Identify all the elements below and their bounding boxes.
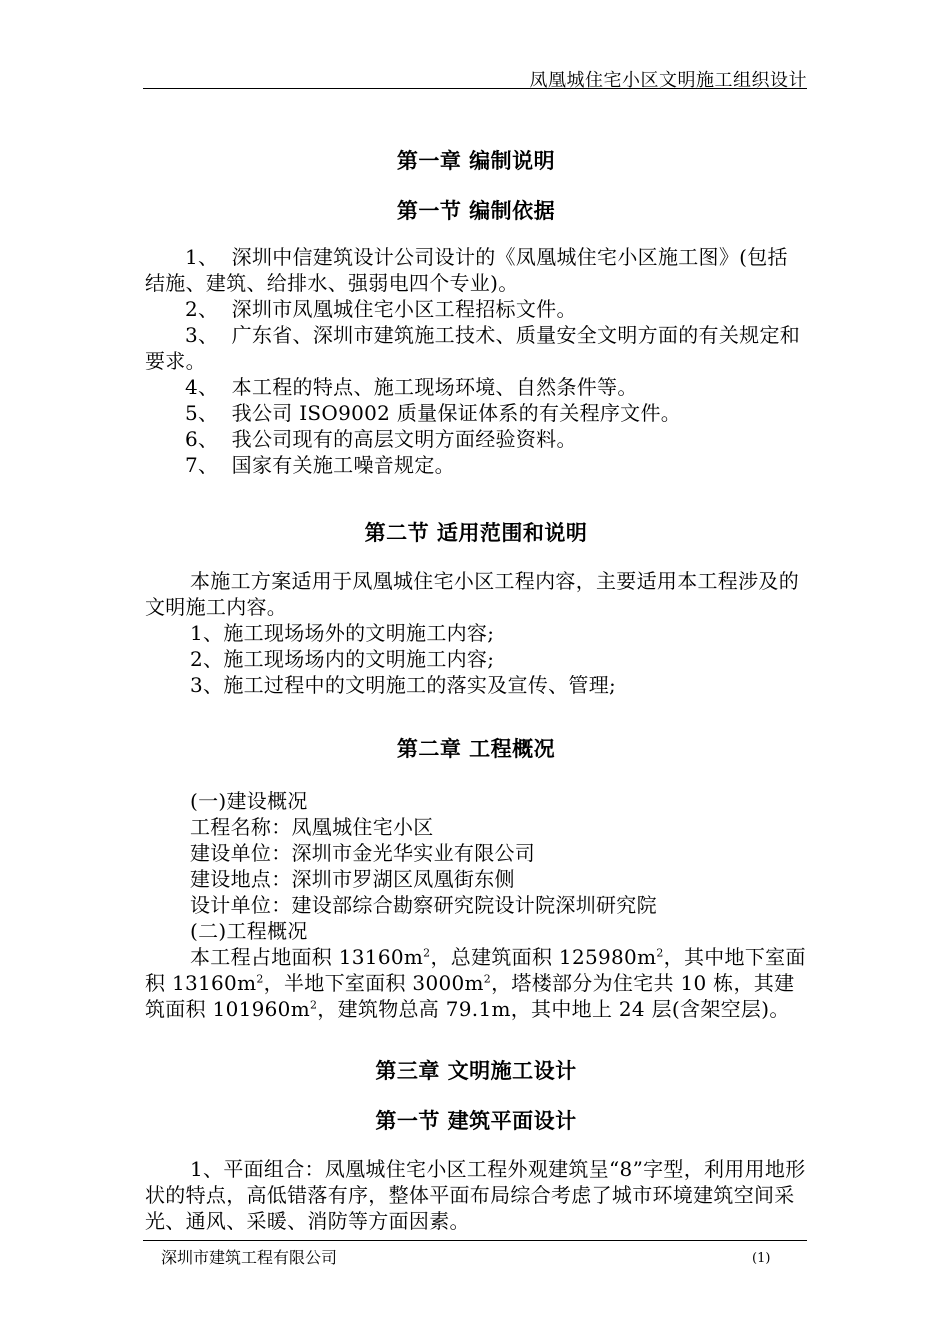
- subheading-construction: (一)建设概况: [190, 789, 308, 813]
- list-item: 2、 深圳市凤凰城住宅小区工程招标文件。: [185, 297, 577, 321]
- scope-block: [145, 568, 807, 698]
- project-overview-text: 本工程占地面积 $13160m^2$，总建筑面积 $125980m^2$，其中地下室面积 $13160m^2$，半地下室面积 $3000m^2$，塔楼部分为住宅共 10 栋，其建筑面积 $101960m^2$，建筑物总高 79.1m，其中地上 24 层(含架空层)。: [145, 945, 806, 1021]
- list-item: 5、 我公司 ISO9002 质量保证体系的有关程序文件。: [185, 401, 682, 425]
- list-item: 4、 本工程的特点、施工现场环境、自然条件等。: [185, 375, 638, 399]
- list-item: 3、 广东省、深圳市建筑施工技术、质量安全文明方面的有关规定和要求。: [145, 323, 801, 373]
- list-item: 1、施工现场场外的文明施工内容;: [190, 621, 495, 645]
- chapter-2-title: 第二章 工程概况: [396, 737, 556, 761]
- list-item: 3、施工过程中的文明施工的落实及宣传、管理;: [190, 673, 617, 697]
- field-location: 建设地点：深圳市罗湖区凤凰街东侧: [190, 867, 515, 891]
- field-designer: 设计单位：建设部综合勘察研究院设计院深圳研究院: [190, 893, 657, 917]
- chapter-3-section-1-title: 第一节 建筑平面设计: [375, 1109, 577, 1133]
- chapter-1-title: 第一章 编制说明: [396, 149, 556, 173]
- field-project-name: 工程名称：凤凰城住宅小区: [190, 815, 434, 839]
- chapter-1-section-2-title: 第二节 适用范围和说明: [364, 521, 588, 545]
- document-body: [145, 140, 807, 1234]
- header-divider: [143, 88, 807, 89]
- chapter-3-title: 第三章 文明施工设计: [375, 1059, 577, 1083]
- plan-design-text: 1、平面组合：凤凰城住宅小区工程外观建筑呈“8”字型，利用用地形状的特点，高低错落有序，整体平面布局综合考虑了城市环境建筑空间采光、通风、采暖、消防等方面因素。: [145, 1157, 806, 1233]
- plan-design-block: [145, 1156, 807, 1234]
- overview-block: [145, 788, 807, 1022]
- list-item: 2、施工现场场内的文明施工内容;: [190, 647, 495, 671]
- field-client: 建设单位：深圳市金光华实业有限公司: [190, 841, 536, 865]
- scope-intro: 本施工方案适用于凤凰城住宅小区工程内容，主要适用本工程涉及的文明施工内容。: [145, 569, 799, 619]
- basis-list: [145, 244, 807, 478]
- footer-divider: [143, 1240, 807, 1241]
- header-title: 凤凰城住宅小区文明施工组织设计: [529, 70, 807, 91]
- subheading-project: (二)工程概况: [190, 919, 308, 943]
- list-item: 1、 深圳中信建筑设计公司设计的《凤凰城住宅小区施工图》(包括结施、建筑、给排水、强弱电四个专业)。: [145, 245, 788, 295]
- footer-company: 深圳市建筑工程有限公司: [161, 1248, 338, 1267]
- list-item: 7、 国家有关施工噪音规定。: [185, 453, 455, 477]
- chapter-1-section-1-title: 第一节 编制依据: [396, 199, 556, 223]
- list-item: 6、 我公司现有的高层文明方面经验资料。: [185, 427, 577, 451]
- page-number: (1): [752, 1251, 771, 1266]
